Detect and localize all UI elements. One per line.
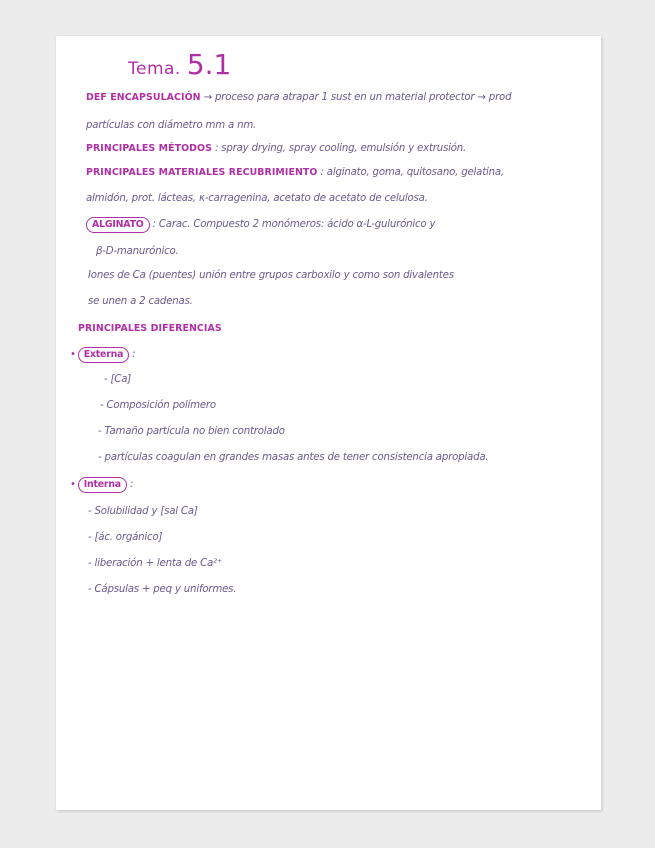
- page-title: [128, 48, 231, 81]
- definition-label: DEF ENCAPSULACIÓN: [86, 92, 201, 103]
- external-colon: :: [129, 349, 136, 360]
- line-differences: [78, 323, 222, 334]
- bullet-icon: •: [70, 479, 76, 490]
- notebook-page: [56, 36, 601, 810]
- internal-label: Interna: [78, 477, 127, 493]
- title-prefix: Tema.: [128, 59, 181, 79]
- external-heading: [70, 347, 136, 363]
- external-item: - partículas coagulan en grandes masas antes de tener consistencia apropiada.: [98, 452, 489, 463]
- materials-label: PRINCIPALES MATERIALES RECUBRIMIENTO: [86, 167, 318, 178]
- definition-text: → proceso para atrapar 1 sust en un material protector → prod: [200, 92, 512, 103]
- materials-text: : alginato, goma, quitosano, gelatina,: [317, 167, 504, 178]
- bullet-icon: •: [70, 349, 76, 360]
- internal-item: - Cápsulas + peq y uniformes.: [88, 584, 237, 595]
- line-materials-cont: [86, 193, 428, 204]
- internal-heading: [70, 477, 133, 493]
- line-materials: [86, 167, 504, 178]
- external-item: - Composición polímero: [100, 400, 216, 411]
- calcium-text: Iones de Ca (puentes) unión entre grupos carboxilo y como son divalentes: [88, 270, 454, 281]
- differences-label: PRINCIPALES DIFERENCIAS: [78, 323, 222, 334]
- materials-text-cont: almidón, prot. lácteas, κ-carragenina, acetato de acetato de celulosa.: [86, 193, 428, 204]
- methods-text: : spray drying, spray cooling, emulsión y extrusión.: [211, 143, 467, 154]
- line-alginate: [86, 217, 435, 233]
- alginate-label: ALGINATO: [86, 217, 150, 233]
- alginate-text: : Carac. Compuesto 2 monómeros: ácido α-L-gulurónico y: [149, 219, 436, 230]
- internal-item: - liberación + lenta de Ca²⁺: [88, 558, 223, 569]
- line-calcium: [88, 270, 454, 281]
- internal-item: - Solubilidad y [sal Ca]: [88, 506, 198, 517]
- line-definition-cont: [86, 120, 256, 131]
- line-calcium-cont: [88, 296, 193, 307]
- methods-label: PRINCIPALES MÉTODOS: [86, 143, 212, 154]
- line-definition: [86, 92, 511, 103]
- line-methods: [86, 143, 466, 154]
- calcium-text-cont: se unen a 2 cadenas.: [88, 296, 193, 307]
- alginate-text-cont: β-D-manurónico.: [96, 246, 179, 257]
- external-item: - [Ca]: [104, 374, 132, 385]
- external-label: Externa: [78, 347, 130, 363]
- internal-colon: :: [126, 479, 134, 490]
- external-item: - Tamaño partícula no bien controlado: [98, 426, 285, 437]
- definition-text-cont: partículas con diámetro mm a nm.: [86, 120, 257, 131]
- title-number: 5.1: [186, 48, 232, 81]
- line-alginate-cont: [96, 246, 179, 257]
- internal-item: - [ác. orgánico]: [88, 532, 163, 543]
